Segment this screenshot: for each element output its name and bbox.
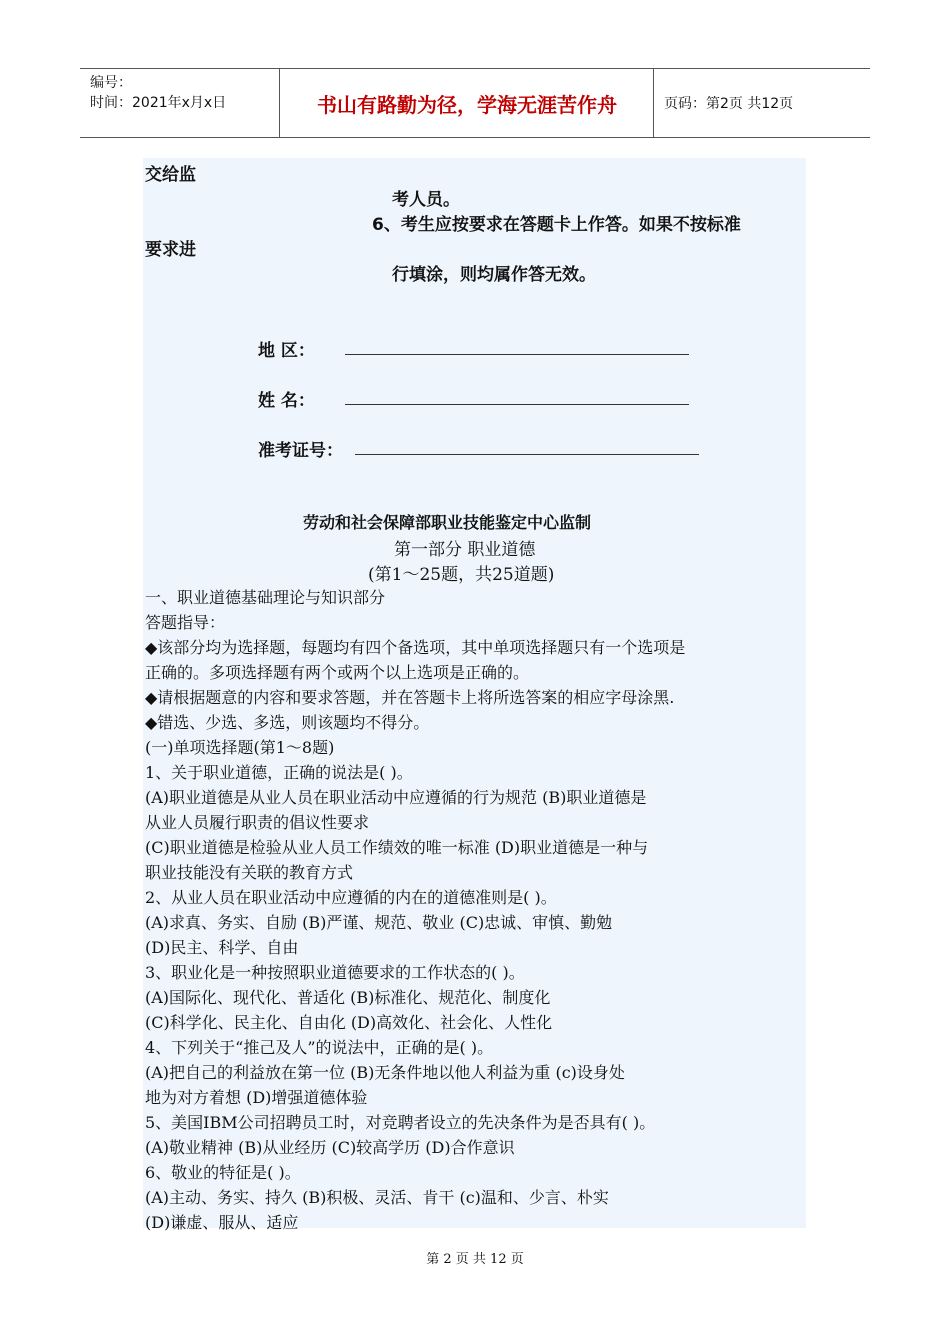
subsection-heading: (一)单项选择题(第1～8题) — [145, 738, 335, 757]
guide-line: ◆错选、少选、多选，则该题均不得分。 — [145, 713, 430, 732]
code-label: 编号： — [90, 75, 132, 91]
question-line: (A)主动、务实、持久 (B)积极、灵活、肯干 (c)温和、少言、朴实 — [145, 1188, 609, 1207]
supervisor-line: 劳动和社会保障部职业技能鉴定中心监制 — [303, 513, 592, 532]
header-motto: 书山有路勤为径，学海无涯苦作舟 — [281, 69, 654, 137]
guide-line: 正确的。多项选择题有两个或两个以上选项是正确的。 — [145, 663, 530, 682]
instruction-line: 要求进 — [145, 240, 196, 260]
time-label: 时间：2021年x月x日 — [90, 95, 227, 111]
region-field[interactable] — [345, 354, 689, 355]
question-line: 职业技能没有关联的教育方式 — [145, 863, 354, 882]
question-line: (A)国际化、现代化、普适化 (B)标准化、规范化、制度化 — [145, 988, 551, 1007]
question-line: 4、下列关于“推己及人”的说法中，正确的是( )。 — [145, 1038, 494, 1057]
page-header — [80, 68, 870, 138]
guide-title: 答题指导： — [145, 613, 226, 632]
guide-line: ◆请根据题意的内容和要求答题，并在答题卡上将所选答案的相应字母涂黑. — [145, 688, 675, 707]
question-line: 6、敬业的特征是( )。 — [145, 1163, 301, 1182]
question-line: (D)谦虚、服从、适应 — [145, 1213, 299, 1232]
guide-line: ◆该部分均为选择题，每题均有四个备选项，其中单项选择题只有一个选项是 — [145, 638, 686, 657]
question-line: 2、从业人员在职业活动中应遵循的内在的道德准则是( )。 — [145, 888, 557, 907]
question-line: 3、职业化是一种按照职业道德要求的工作状态的( )。 — [145, 963, 525, 982]
section-heading: 一、职业道德基础理论与知识部分 — [145, 588, 386, 607]
question-line: 1、关于职业道德，正确的说法是( )。 — [145, 763, 413, 782]
instruction-line: 6、考生应按要求在答题卡上作答。如果不按标准 — [372, 215, 741, 235]
name-field[interactable] — [345, 404, 689, 405]
question-line: (C)职业道德是检验从业人员工作绩效的唯一标准 (D)职业道德是一种与 — [145, 838, 649, 857]
instruction-line: 行填涂，则均属作答无效。 — [392, 265, 596, 285]
question-line: (A)求真、务实、自励 (B)严谨、规范、敬业 (C)忠诚、审慎、勤勉 — [145, 913, 613, 932]
header-meta — [80, 69, 280, 137]
question-line: (C)科学化、民主化、自由化 (D)高效化、社会化、人性化 — [145, 1013, 553, 1032]
question-line: (A)把自己的利益放在第一位 (B)无条件地以他人利益为重 (c)设身处 — [145, 1063, 625, 1082]
question-line: (A)职业道德是从业人员在职业活动中应遵循的行为规范 (B)职业道德是 — [145, 788, 647, 807]
instruction-line: 考人员。 — [392, 190, 460, 210]
question-line: (A)敬业精神 (B)从业经历 (C)较高学历 (D)合作意识 — [145, 1138, 515, 1157]
question-line: 从业人员履行职责的倡议性要求 — [145, 813, 370, 832]
exam-id-label: 准考证号： — [258, 441, 343, 461]
part-range: (第1～25题，共25道题) — [368, 565, 555, 585]
exam-id-field[interactable] — [355, 454, 699, 455]
question-line: (D)民主、科学、自由 — [145, 938, 299, 957]
question-line: 地为对方着想 (D)增强道德体验 — [145, 1088, 368, 1107]
question-line: 5、美国IBM公司招聘员工时，对竞聘者设立的先决条件为是否具有( )。 — [145, 1113, 656, 1132]
header-page-info: 页码：第2页 共12页 — [664, 96, 794, 112]
page-footer: 第 2 页 共 12 页 — [426, 1252, 524, 1267]
instruction-line: 交给监 — [145, 165, 196, 185]
part-title: 第一部分 职业道德 — [394, 540, 536, 560]
name-label: 姓 名： — [258, 391, 315, 411]
region-label: 地 区： — [258, 341, 315, 361]
